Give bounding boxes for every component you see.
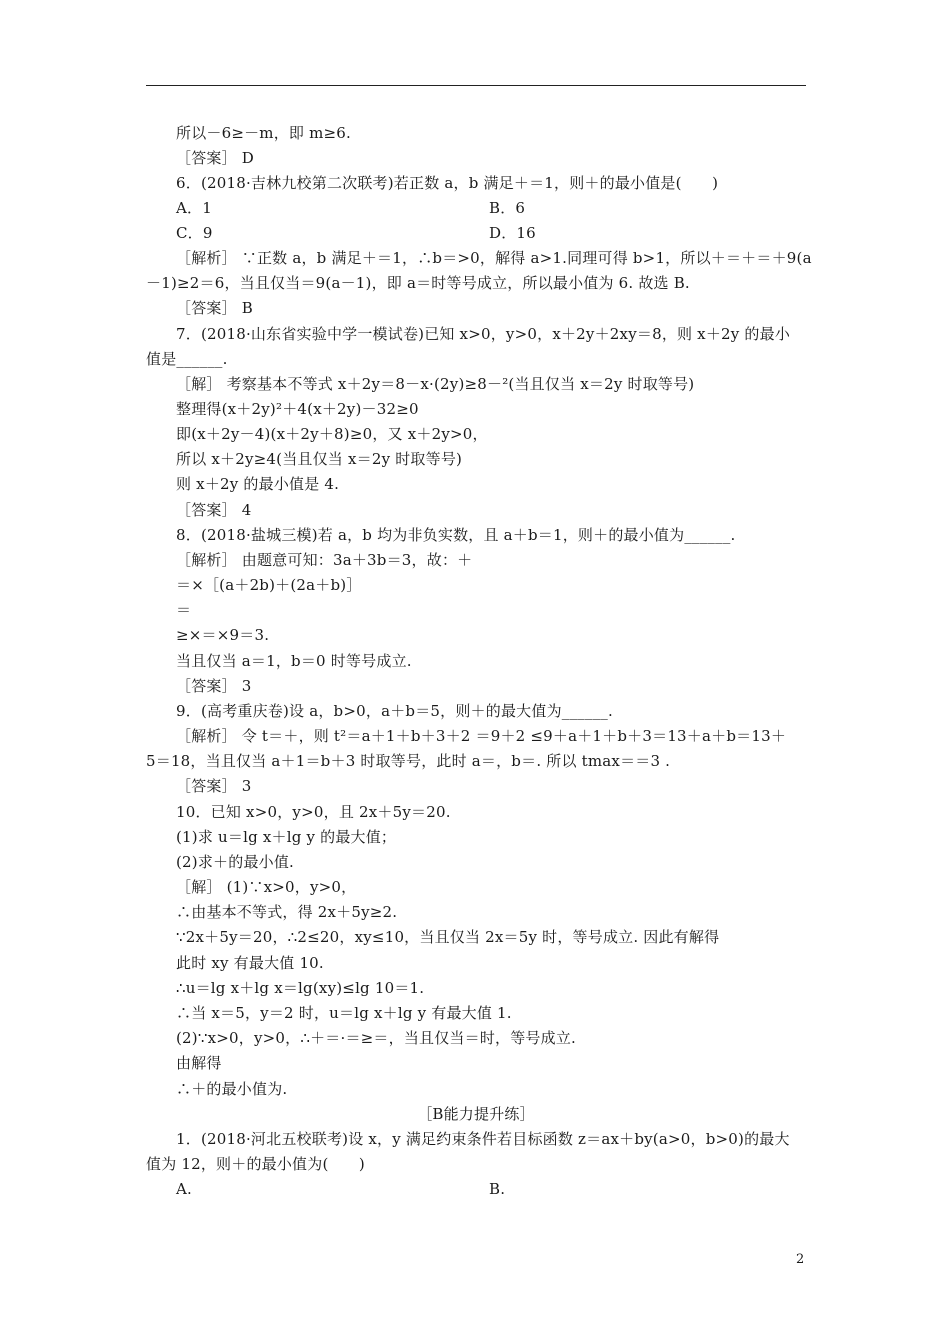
text-line: 此时 xy 有最大值 10. [176,954,324,972]
text-line: C．9 [176,224,213,242]
text-line: ［B能力提升练］ [417,1105,535,1123]
text-line: 整理得(x＋2y)²＋4(x＋2y)－32≥0 [176,400,419,418]
text-line: A. [176,1180,193,1198]
text-line: ［解］ (1)∵x>0，y>0， [176,878,357,896]
text-line: 即(x＋2y－4)(x＋2y＋8)≥0，又 x＋2y>0， [176,425,488,443]
text-line: 1．(2018·河北五校联考)设 x，y 满足约束条件若目标函数 z＝ax＋by(a>0，b>0)的最大 [176,1130,790,1148]
text-line: ≥×＝×9＝3. [176,626,270,644]
text-line: 7．(2018·山东省实验中学一模试卷)已知 x>0，y>0，x＋2y＋2xy＝8，则 x＋2y 的最小 [176,325,791,343]
text-line: (1)求 u＝lg x＋lg y 的最大值； [176,828,397,846]
text-line: ［解］ 考察基本不等式 x＋2y＝8－x·(2y)≥8－²(当且仅当 x＝2y 时取等号) [176,375,695,393]
text-line: 所以－6≥－m，即 m≥6. [176,124,352,142]
text-line: ＝×［(a＋2b)＋(2a＋b)］ [176,576,362,594]
text-line: 由解得 [176,1054,222,1072]
text-line: ［答案］ 3 [176,777,252,795]
text-line: ＝ [176,601,192,619]
text-line: 6．(2018·吉林九校第二次联考)若正数 a，b 满足＋＝1，则＋的最小值是( ) [176,174,719,192]
text-line: A．1 [176,199,212,217]
text-line: ∵2x＋5y＝20，∴2≤20，xy≤10，当且仅当 2x＝5y 时，等号成立. 因此有解得 [176,928,720,946]
text-line: ∴u＝lg x＋lg x＝lg(xy)≤lg 10＝1. [176,979,425,997]
text-line: 值为 12，则＋的最小值为( ) [146,1155,365,1173]
text-line: 8．(2018·盐城三模)若 a，b 均为非负实数，且 a＋b＝1，则＋的最小值为______. [176,526,736,544]
text-line: 5＝18，当且仅当 a＋1＝b＋3 时取等号，此时 a＝，b＝. 所以 tmax＝＝3 . [146,752,671,770]
page-number: 2 [796,1252,805,1267]
text-line: ∴＋的最小值为. [176,1080,288,1098]
text-line: 当且仅当 a＝1，b＝0 时等号成立. [176,652,412,670]
header-rule [146,85,806,86]
text-line: ［答案］ D [176,149,254,167]
text-line: ∴由基本不等式，得 2x＋5y≥2. [176,903,398,921]
text-line: (2)∵x>0，y>0，∴＋＝·＝≥＝，当且仅当＝时，等号成立. [176,1029,576,1047]
text-line: 则 x＋2y 的最小值是 4. [176,475,340,493]
text-line: (2)求＋的最小值. [176,853,295,871]
text-line: ［解析］ 令 t＝＋，则 t²＝a＋1＋b＋3＋2 ＝9＋2 ≤9＋a＋1＋b＋3＝13＋a＋b＝13＋ [176,727,787,745]
text-line: ［解析］ 由题意可知：3a＋3b＝3，故：＋ [176,551,473,569]
text-line: ［答案］ B [176,299,253,317]
text-line: 9．(高考重庆卷)设 a，b>0，a＋b＝5，则＋的最大值为______. [176,702,613,720]
text-line: 10．已知 x>0，y>0，且 2x＋5y＝20. [176,803,451,821]
text-line: B. [489,1180,506,1198]
text-line: ∴当 x＝5，y＝2 时，u＝lg x＋lg y 有最大值 1. [176,1004,512,1022]
text-line: ［答案］ 3 [176,677,252,695]
text-line: －1)≥2＝6，当且仅当＝9(a－1)，即 a＝时等号成立，所以最小值为 6. 故选 B. [146,274,690,292]
text-line: D．16 [489,224,536,242]
text-line: ［答案］ 4 [176,501,252,519]
text-line: 值是______. [146,350,228,368]
text-line: 所以 x＋2y≥4(当且仅当 x＝2y 时取等号) [176,450,463,468]
text-line: B．6 [489,199,526,217]
text-line: ［解析］ ∵正数 a，b 满足＋＝1，∴b＝>0，解得 a>1.同理可得 b>1，所以＋＝＋＝＋9(a [176,249,812,267]
